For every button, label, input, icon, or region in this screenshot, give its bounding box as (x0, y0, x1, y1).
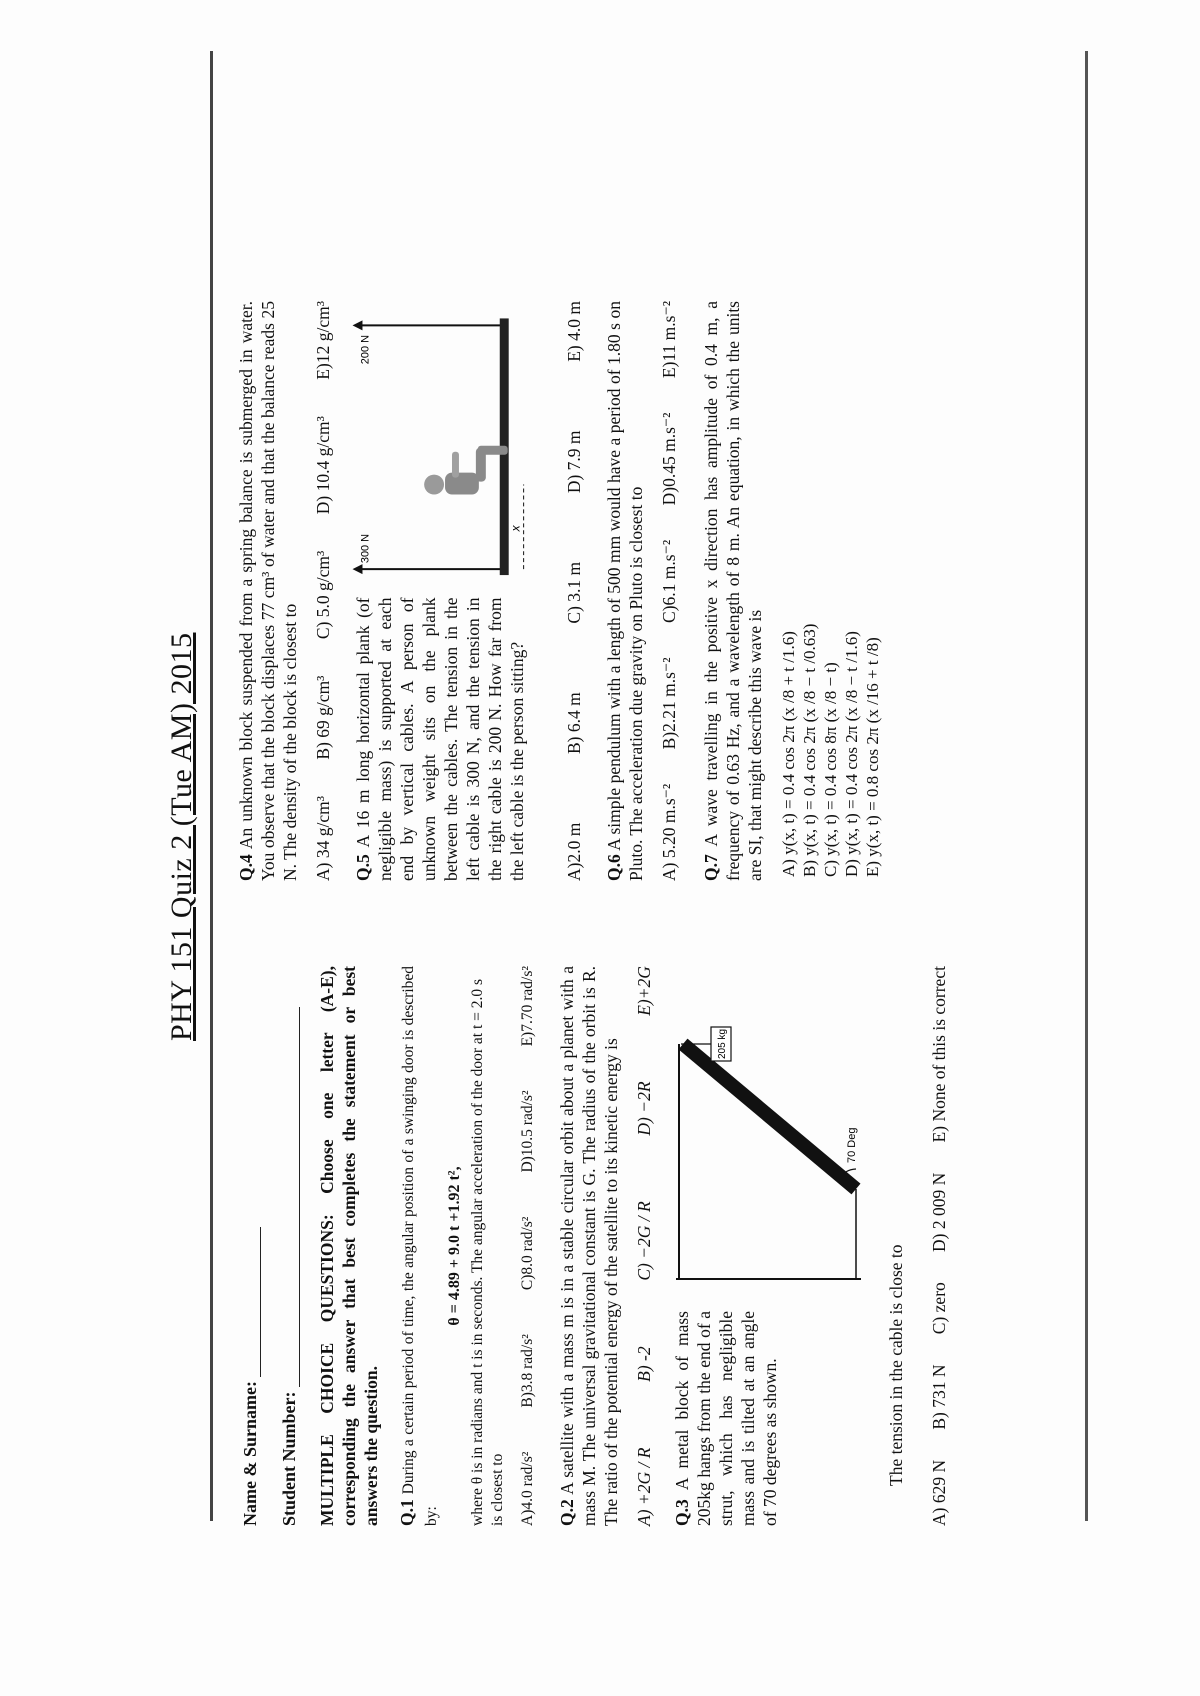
q3-option-e[interactable]: E) None of this is correct (929, 966, 949, 1143)
q3-option-a[interactable]: A) 629 N (929, 1459, 949, 1526)
q3-option-c[interactable]: C) zero (929, 1282, 949, 1335)
q4-option-b[interactable]: B) 69 g/cm³ (313, 675, 333, 760)
q5-plank-diagram (352, 301, 552, 589)
q4-options (313, 301, 334, 881)
q7-option-b[interactable]: B) y(x, t) = 0.4 cos 2π (x /8 − t /0.63) (800, 623, 819, 877)
q4-option-e[interactable]: E)12 g/cm³ (313, 301, 333, 380)
q1-block (396, 966, 442, 1526)
q3-block (671, 1311, 781, 1526)
q5-block (352, 597, 528, 881)
q6-options (659, 301, 680, 881)
q2-options (634, 966, 655, 1526)
q7-text: A wave travelling in the positive x direction has amplitude of 0.4 m, a frequency of 0.63 Hz, and a wavelength of 8 m. An equation, in which the units are SI, that might describe this wave is (701, 301, 765, 881)
q3-label: Q.3 (672, 1499, 692, 1526)
q3-question: The tension in the cable is close to (886, 1244, 906, 1486)
q5-person-figure (424, 446, 508, 495)
q6-label: Q.6 (604, 854, 624, 881)
q5-option-d[interactable]: D) 7.9 m (564, 430, 584, 494)
q1-equation: θ = 4.89 + 9.0 t +1.92 t², (446, 1166, 463, 1326)
q3-option-b[interactable]: B) 731 N (929, 1364, 949, 1430)
q5-option-b[interactable]: B) 6.4 m (564, 692, 584, 754)
bottom-divider (1085, 51, 1088, 1521)
page-title: PHY 151 Quiz 2 (Tue AM) 2015 (165, 632, 198, 1041)
left-column (240, 966, 950, 1526)
q1-label: Q.1 (397, 1499, 417, 1526)
q5-option-a[interactable]: A)2.0 m (564, 822, 584, 881)
q5-right-arrow-icon (353, 321, 363, 331)
q2-option-c[interactable]: C) −2G / R (634, 1201, 654, 1281)
q6-option-a[interactable]: A) 5.20 m.s⁻² (659, 783, 679, 881)
q4-option-a[interactable]: A) 34 g/cm³ (313, 796, 333, 881)
q6-text: A simple pendulum with a length of 500 mm would have a period of 1.80 s on Pluto. The acceleration due gravity on Pluto is closest to (604, 301, 646, 881)
q3-strut-diagram (671, 969, 871, 1299)
q4-text: An unknown block suspended from a spring balance is submerged in water. You observe that the block displaces 77 cm³ of water and that the balance reads 25 N. The density of the block is closest to (236, 301, 300, 881)
q4-block (235, 301, 301, 881)
q5-left-arrow-icon (353, 565, 363, 575)
q3-text: A metal block of mass 205kg hangs from the end of a strut, which has negligible mass and is tilted at an angle of 70 degrees as shown. (672, 1311, 780, 1526)
q3-strut (683, 1044, 856, 1189)
q2-option-b[interactable]: B) -2 (634, 1346, 654, 1382)
q4-option-d[interactable]: D) 10.4 g/cm³ (313, 416, 333, 515)
q5-left-tension: 300 N (359, 534, 372, 564)
q3-row (671, 966, 871, 1526)
name-row (240, 966, 261, 1526)
q5-options (564, 301, 585, 881)
q2-block (556, 966, 622, 1526)
instructions: MULTIPLE CHOICE QUESTIONS: Choose one letter (A-E), corresponding the answer that best completes the statement or best answers the question. (317, 966, 381, 1526)
q1-text: During a certain period of time, the angular position of a swinging door is described by: (400, 966, 440, 1526)
student-number-row (279, 966, 300, 1526)
q6-option-d[interactable]: D)0.45 m.s⁻² (659, 412, 679, 506)
q3-mass-label: 205 kg (717, 1028, 728, 1059)
q5-option-c[interactable]: C) 3.1 m (564, 561, 584, 624)
right-column (235, 301, 883, 881)
q7-label: Q.7 (701, 854, 721, 881)
q2-option-a[interactable]: A) +2G / R (634, 1447, 654, 1526)
top-divider (210, 51, 213, 1521)
q7-option-a[interactable]: A) y(x, t) = 0.4 cos 2π (x /8 + t /1.6) (779, 631, 798, 877)
q1-text2: where θ is in radians and t is in seconds. The angular acceleration of the door at t = 2.0 s is closest to (469, 978, 506, 1526)
student-number-label: Student Number: (279, 1391, 299, 1526)
q5-row (352, 301, 552, 881)
q6-block (603, 301, 647, 881)
q1-option-b[interactable]: B)3.8 rad/s² (519, 1334, 536, 1408)
q1-option-c[interactable]: C)8.0 rad/s² (519, 1216, 536, 1291)
q7-option-d[interactable]: D) y(x, t) = 0.4 cos 2π (x /8 − t /1.6) (842, 631, 861, 877)
q3-option-d[interactable]: D) 2 009 N (929, 1172, 949, 1252)
q1-option-a[interactable]: A)4.0 rad/s² (519, 1451, 536, 1526)
q3-options (929, 966, 950, 1526)
q5-label: Q.5 (353, 854, 373, 881)
q7-block (700, 301, 766, 881)
q1-option-e[interactable]: E)7.70 rad/s² (519, 966, 536, 1047)
q1-options (518, 966, 538, 1526)
q1-option-d[interactable]: D)10.5 rad/s² (519, 1090, 536, 1173)
q4-label: Q.4 (236, 854, 256, 881)
q6-option-b[interactable]: B)2.21 m.s⁻² (659, 657, 679, 750)
name-field-line[interactable] (260, 1227, 261, 1377)
q4-option-c[interactable]: C) 5.0 g/cm³ (313, 550, 333, 640)
q3-angle-label: 70 Deg (846, 1127, 858, 1163)
q7-options (778, 301, 883, 881)
q7-option-c[interactable]: C) y(x, t) = 0.4 cos 8π (x /8 − t) (821, 662, 840, 877)
q5-text: A 16 m long horizontal plank (of negligible mass) is supported at each end by vertical cables. A person of unknown weight sits on the plank between the cables. The tension in the left cable is 300 N, and the tension in the right cable is 200 N. How far from the left cable is the person sitting? (353, 597, 527, 881)
q5-option-e[interactable]: E) 4.0 m (564, 301, 584, 362)
q6-option-c[interactable]: C)6.1 m.s⁻² (659, 539, 679, 623)
q7-option-e[interactable]: E) y(x, t) = 0.8 cos 2π (x /16 + t /8) (863, 637, 882, 877)
q5-distance-label: x (508, 525, 523, 532)
q5-right-tension: 200 N (359, 335, 372, 365)
q2-text: A satellite with a mass m is in a stable circular orbit about a planet with a mass M. The universal gravitational constant is G. The radius of the orbit is R. The ratio of the potential energy of the satellite to its kinetic energy is (557, 966, 621, 1526)
name-label: Name & Surname: (240, 1381, 260, 1526)
q2-label: Q.2 (557, 1499, 577, 1526)
student-number-field-line[interactable] (299, 1007, 300, 1387)
q2-option-e[interactable]: E)+2G (634, 966, 654, 1016)
q2-option-d[interactable]: D) −2R (634, 1081, 654, 1136)
q6-option-e[interactable]: E)11 m.s⁻² (659, 301, 679, 379)
